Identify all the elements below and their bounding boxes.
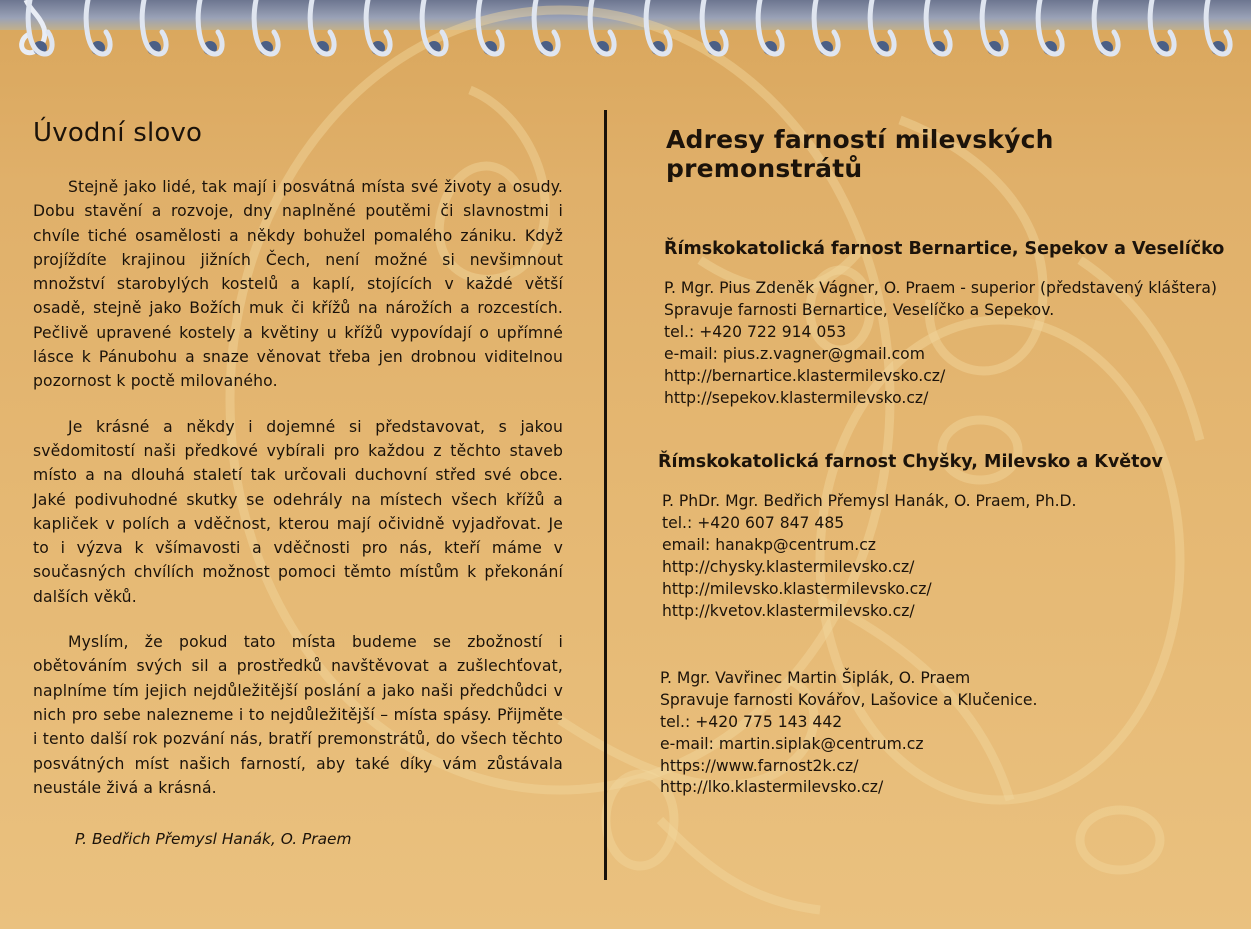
- web-link[interactable]: http://chysky.klastermilevsko.cz/: [662, 558, 915, 577]
- intro-paragraph: Je krásné a někdy i dojemné si představovat, s jakou svědomitostí naši předkové vybírali pro každou z těchto staveb místo a na dlouhá staletí tak určovali duchovní střed své obce. Jaké podivuhodné skutky se odehrály na místech všech křížů a kapliček v polích a vděčnost, kterou mají očividně vyjadřovat. Je to i výzva k všímavosti a vděčnosti pro nás, kteří máme v současných chvílích možnost pomoci těmto místům k překonání dalších věků.: [33, 417, 563, 606]
- parish-contact-kovarov: [660, 668, 1235, 799]
- phone: tel.: +420 607 847 485: [662, 514, 845, 533]
- web-link[interactable]: http://sepekov.klastermilevsko.cz/: [664, 388, 929, 407]
- parish-contact-bernartice: [664, 278, 1235, 409]
- priest-name: P. Mgr. Vavřinec Martin Šiplák, O. Praem: [660, 668, 971, 687]
- signature: P. Bedřich Přemysl Hanák, O. Praem: [75, 830, 352, 849]
- intro-title: Úvodní slovo: [33, 118, 203, 148]
- intro-paragraph: Stejně jako lidé, tak mají i posvátná místa své životy a osudy. Dobu stavění a rozvoje, dny naplněné poutěmi či slavnostmi i chvíle tiché osamělosti a někdy bohužel pomalého zániku. Když projíždíte krajinou jižních Čech, není možné si nevšimnout množství starobylých kostelů a kaplí, stojících v každé větší osadě, stejně jako Božích muk či křížů na nárožích a rozcestích. Pečlivě upravené kostely a květiny u křížů vypovídají o upřímné lásce k Pánubohu a snaze věnovat třeba jen drobnou viditelnou pozornost k poctě milovaného.: [33, 178, 563, 391]
- email: email: hanakp@centrum.cz: [662, 536, 876, 555]
- addresses-title: Adresy farností milevských premonstrátů: [666, 125, 1054, 183]
- phone: tel.: +420 775 143 442: [660, 712, 843, 731]
- spiral-binding: [0, 0, 1251, 64]
- priest-name: P. PhDr. Mgr. Bedřich Přemysl Hanák, O. Praem, Ph.D.: [662, 492, 1077, 511]
- intro-column: [33, 118, 563, 848]
- web-link[interactable]: http://kvetov.klastermilevsko.cz/: [662, 601, 915, 620]
- email: e-mail: martin.siplak@centrum.cz: [660, 734, 924, 753]
- addresses-column: [660, 125, 1235, 842]
- priest-name: P. Mgr. Pius Zdeněk Vágner, O. Praem - superior (představený kláštera): [664, 279, 1217, 297]
- web-link[interactable]: http://bernartice.klastermilevsko.cz/: [664, 366, 946, 385]
- parish-name-bernartice: Římskokatolická farnost Bernartice, Sepekov a Veselíčko: [664, 239, 1225, 259]
- web-link[interactable]: https://www.farnost2k.cz/: [660, 756, 859, 775]
- parish-contact-chysky: [662, 491, 1235, 622]
- column-divider: [604, 110, 607, 880]
- email: e-mail: pius.z.vagner@gmail.com: [664, 344, 925, 363]
- parish-note: Spravuje farnosti Bernartice, Veselíčko a Sepekov.: [664, 300, 1055, 319]
- parish-name-chysky: Římskokatolická farnost Chyšky, Milevsko a Květov: [658, 452, 1163, 473]
- parish-note: Spravuje farnosti Kovářov, Lašovice a Klučenice.: [660, 690, 1038, 709]
- web-link[interactable]: http://milevsko.klastermilevsko.cz/: [662, 580, 932, 599]
- intro-paragraph: Myslím, že pokud tato místa budeme se zbožností i obětováním svých sil a prostředků navštěvovat a zušlechťovat, naplníme tím jejich nejdůležitější poslání a jako naši předchůdci v nich pro sebe nalezneme i to nejdůležitější – místa spásy. Přijměte i tento další rok pozvání nás, bratří premonstrátů, do všech těchto posvátných míst našich farností, aby také díky vám zůstávala neustále živá a krásná.: [33, 633, 563, 797]
- phone: tel.: +420 722 914 053: [664, 322, 847, 341]
- web-link[interactable]: http://lko.klastermilevsko.cz/: [660, 778, 884, 797]
